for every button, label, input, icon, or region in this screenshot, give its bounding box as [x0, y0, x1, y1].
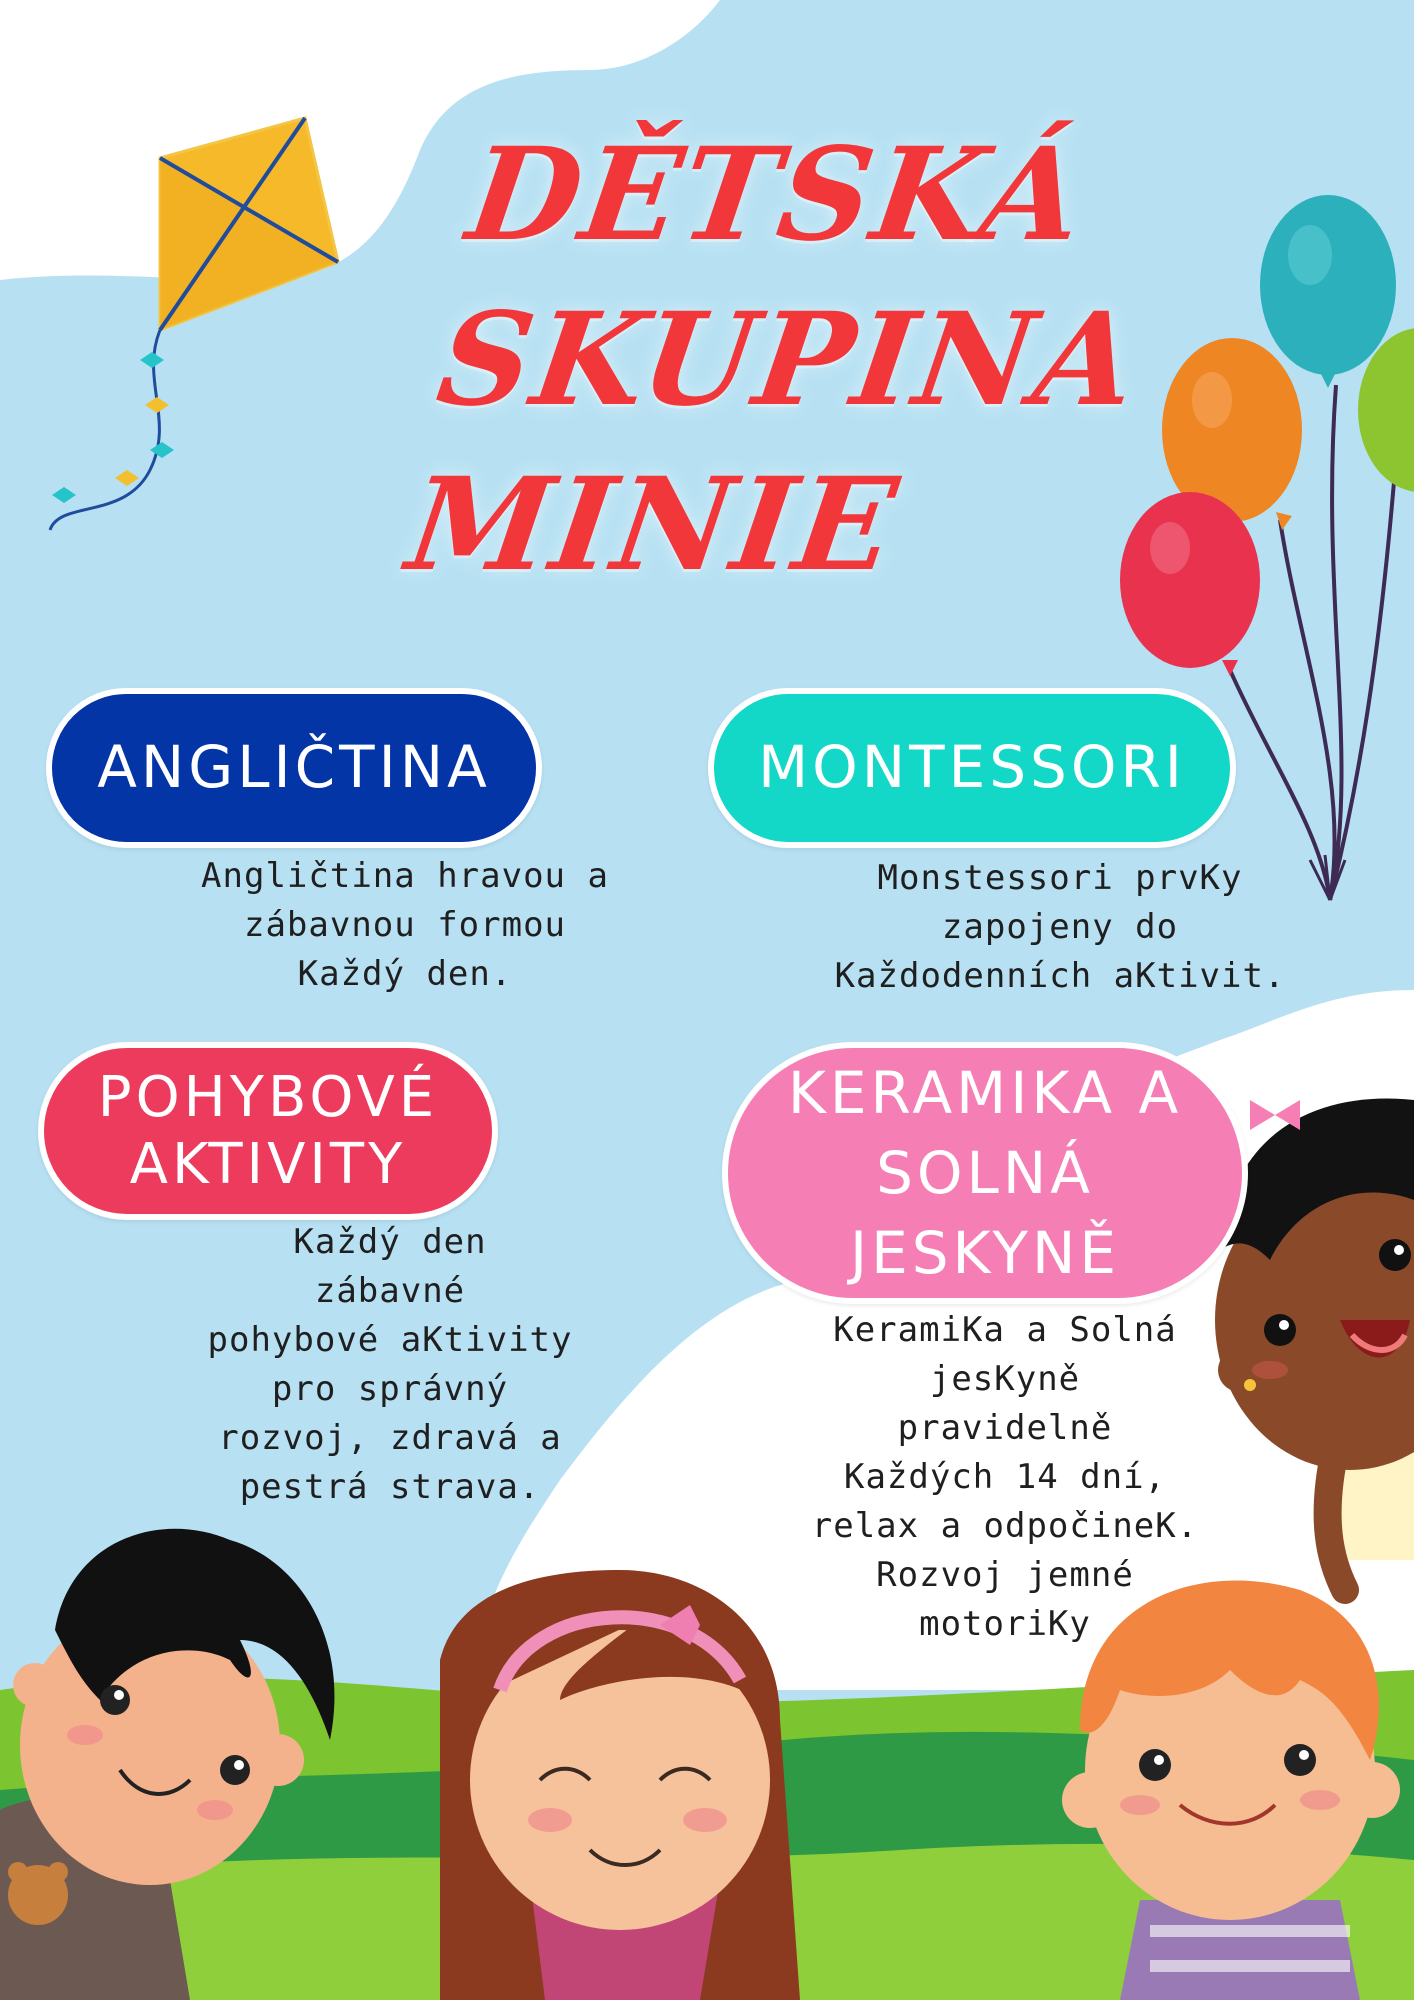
pill-anglictina	[46, 688, 542, 848]
desc-pohybove-aktivity: Každý den zábavné pohybové aKtivity pro správný rozvoj, zdravá a pestrá strava.	[207, 1222, 573, 1507]
pill-montessori-label: MONTESSORI	[758, 733, 1186, 802]
page-title-line-1: DĚTSKÁ	[459, 120, 1095, 270]
pill-keramika-label: KERAMIKA A SOLNÁ JESKYNĚ	[787, 1058, 1183, 1288]
pill-keramika	[722, 1042, 1248, 1304]
desc-montessori: Monstessori prvKy zapojeny do Každodenních aKtivit.	[834, 858, 1286, 996]
pill-montessori	[708, 688, 1236, 848]
page-title-line-3: MINIE	[399, 450, 907, 600]
pill-anglictina-label: ANGLIČTINA	[97, 733, 491, 802]
desc-anglictina: Angličtina hravou a zábavnou formou Každý den.	[201, 856, 609, 994]
girl-brown-hair-illustration	[440, 1570, 800, 2000]
desc-keramika: KeramiKa a Solná jesKyně pravidelně Každých 14 dní, relax a odpočineK. Rozvoj jemné motoriKy	[811, 1310, 1199, 1644]
pill-pohybove-aktivity-label: POHYBOVÉ AKTIVITY	[97, 1064, 439, 1197]
page-title-line-2: SKUPINA	[429, 285, 1148, 435]
pill-pohybove-aktivity	[38, 1042, 498, 1220]
